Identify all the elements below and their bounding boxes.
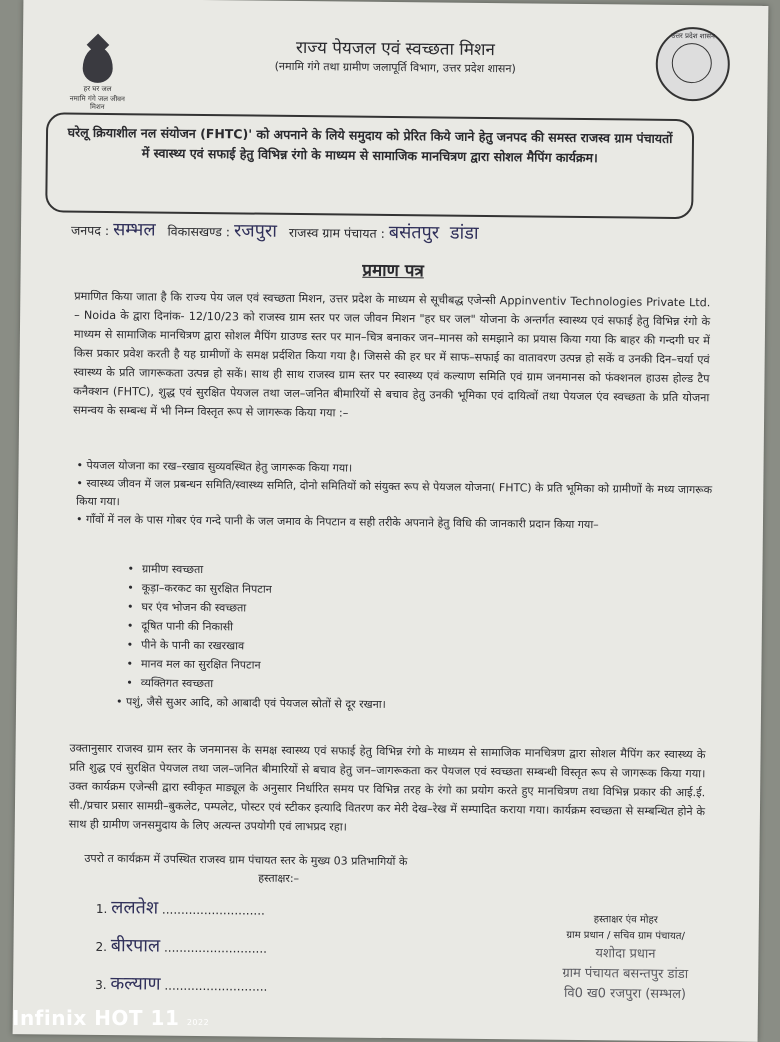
bullet-list <box>76 457 713 536</box>
block-value: रजपुरा <box>233 220 278 242</box>
certificate-paragraph-2: उक्तानुसार राजस्व ग्राम स्तर के जनमानस के समक्ष स्वास्थ्य एवं सफाई हेतु विभिन्न रंगो के माध्यम से सामाजिक मानचित्रण द्वारा सोशल मैपिंग कर स्वास्थ्य के प्रति शुद्ध एवं सुरक्षित पेयजल तथा जल–जनित बीमारियों से बचाव हेतु जन–जागरूकता कर पेयजल एवं स्वच्छता सम्बन्धी विस्तृत रूप से जागरूक किया गया। उक्त कार्यक्रम एजेन्सी द्वारा स्वीकृत माड्यूल के अनुसार निर्धारित समय पर विभिन्न तरह के रंगो का प्रयोग करते हुए मानचित्रण तथा विभिन्न प्रकार की आई.ई. सी./प्रचार प्रसार सामग्री–बुकलेट, पम्पलेट, पोस्टर एवं स्टीकर इत्यादि वितरण कर मेरी देख–रेख में सम्पादित कराया गया। कार्यक्रम स्वच्छता से सम्बन्धित होने के साथ ही ग्रामीण जनसमुदाय के लिए अत्यन्त उपयोगी एवं लाभप्रद रहा। <box>68 741 706 834</box>
camera-watermark: Infinix HOT 11 2022 <box>12 1006 210 1030</box>
list-item: • घर एंव भोजन की स्वच्छता <box>127 597 272 618</box>
sign-intro-2: हस्ताक्षर:– <box>258 871 300 886</box>
program-box <box>45 112 694 219</box>
stamp-line-4: वि0 ख0 रजपुरा (सम्भल) <box>563 985 687 1003</box>
village-label: राजस्व ग्राम पंचायत : <box>288 224 385 241</box>
block-label: विकासखण्ड : <box>167 223 231 240</box>
stamp-name: यशोदा प्रधान <box>595 946 656 962</box>
logo-subtext: नमामि गंगे जल जीवन मिशन <box>69 94 126 111</box>
hygiene-sublist <box>126 559 272 694</box>
list-item: • व्यक्तिगत स्वच्छता <box>126 673 271 694</box>
village-value: बसंतपुर डांडा <box>388 221 479 244</box>
mission-subtitle: (नमामि गंगे तथा ग्रामीण जलापूर्ति विभाग, उत्तर प्रदेश शासन) <box>274 59 516 76</box>
bullet-last: • पशुं, जैसे सुअर आदि, को आबादी एवं पेयजल स्रोतों से दूर रखना। <box>116 695 386 711</box>
logo-text: हर घर जल <box>83 84 112 94</box>
list-item: • दूषित पानी की निकासी <box>127 616 272 637</box>
signature-1: 1. ललतेश ........................... <box>95 897 265 919</box>
bullet-item: • गाँवों में नल के पास गोबर एंव गन्दे पानी के जल जमाव के निपटान व सही तरीके अपनाने हेतु विधि की जानकारी प्रदान किया गया– <box>75 512 599 532</box>
bullet-item: • पेयजल योजना का रख–रखाव सुव्यवस्थित हेतु जागरूक किया गया। <box>76 458 353 475</box>
certificate-paragraph-1: प्रमाणित किया जाता है कि राज्य पेय जल एवं स्वच्छता मिशन, उत्तर प्रदेश के माध्यम से सूचीबद्ध एजेन्सी Appinventiv Technologies Private Ltd. – Noida के द्वारा दिनांक- 12/10/23 को राजस्व ग्राम स्तर पर जल जीवन मिशन "हर घर जल" योजना के अन्तर्गत स्वास्थ्य एवं सफाई हेतु विभिन्न रंगो के माध्यम से सामाजिक मानचित्रण द्वारा सोशल मैपिंग ग्राउण्ड स्तर पर मान–चित्र बनाकर जन–मानस को समझाने का प्रयास किया गया कि बाहर की गन्दगी घर में किस प्रकार प्रवेश करती है यह ग्रामीणों के समक्ष प्रर्दशित किया गया है। जिससे की हर घर में साफ–सफाई का वातावरण उत्पन्न हो सकें व उनकी दिन–चर्या एवं स्वास्थ्य के प्रति जागरूकता उत्पन्न हो सकें। साथ ही साथ राजस्व ग्राम स्तर पर स्वास्थ्य एवं कल्याण समिति एवं ग्राम जनमानस को फंक्शनल हाउस होल्ड टैप कनैक्शन (FHTC), शुद्ध एवं सुरक्षित पेयजल तथा जल–जनित बीमारियों से बचाव हेतु उनकी भूमिका एवं दायित्वों तथा पेयजल एंव स्वच्छता के प्रति योजना समन्वय के सम्बन्ध में भी निम्न विस्तृत रूप से जागरूक किया गया :– <box>73 289 711 420</box>
stamp-line-2: ग्राम प्रधान / सचिव ग्राम पंचायत/ <box>566 929 685 943</box>
sign-intro: उपरो त कार्यक्रम में उपस्थित राजस्व ग्राम पंचायत स्तर के मुख्य 03 प्रतिभागियों के <box>84 851 408 869</box>
list-item: • पीने के पानी का रखरखाव <box>127 635 272 656</box>
signature-2: 2. बीरपाल ........................... <box>95 935 268 957</box>
stamp-line-3: ग्राम पंचायत बसन्तपुर डांडा <box>562 965 689 983</box>
signature-value: बीरपाल <box>110 935 161 957</box>
location-fields <box>71 217 721 248</box>
district-label: जनपद : <box>70 222 110 239</box>
bullet-item: • स्वास्थ्य जीवन में जल प्रबन्धन समिति/स्वास्थ्य समिति, दोनो समितियों को संयुक्त रूप से पेयजल योजना( FHTC) के प्रति भूमिका को ग्रामीणों के मध्य जागरूक किया गया। <box>76 476 713 509</box>
list-item: • मानव मल का सुरक्षित निपटान <box>126 654 271 675</box>
signature-value: कल्याण <box>110 973 161 995</box>
emblem-text: उत्तर प्रदेश शासन <box>671 31 715 41</box>
district-value: सम्भल <box>113 219 156 241</box>
pradhan-stamp <box>530 911 721 1005</box>
stamp-line-1: हस्ताक्षर एंव मोहर <box>593 914 658 926</box>
signature-3: 3. कल्याण ........................... <box>95 973 268 995</box>
list-item: • कूड़ा–करकट का सुरक्षित निपटान <box>127 578 272 599</box>
program-description: घरेलू क्रियाशील नल संयोजन (FHTC)' को अपनाने के लिये समुदाय को प्रेरित किये जाने हेतु जनपद की समस्त राजस्व ग्राम पंचायतों में स्वास्थ्य एवं सफाई हेतु विभिन्न रंगो के माध्यम से सामाजिक मानचित्रण द्वारा सोशल मैपिंग कार्यक्रम। <box>67 124 673 166</box>
mission-title: राज्य पेयजल एवं स्वच्छता मिशन <box>295 37 496 61</box>
signature-value: ललतेश <box>111 897 159 919</box>
document-page <box>13 0 769 1042</box>
certificate-title: प्रमाण पत्र <box>362 260 424 282</box>
list-item: • ग्रामीण स्वच्छता <box>127 559 272 580</box>
